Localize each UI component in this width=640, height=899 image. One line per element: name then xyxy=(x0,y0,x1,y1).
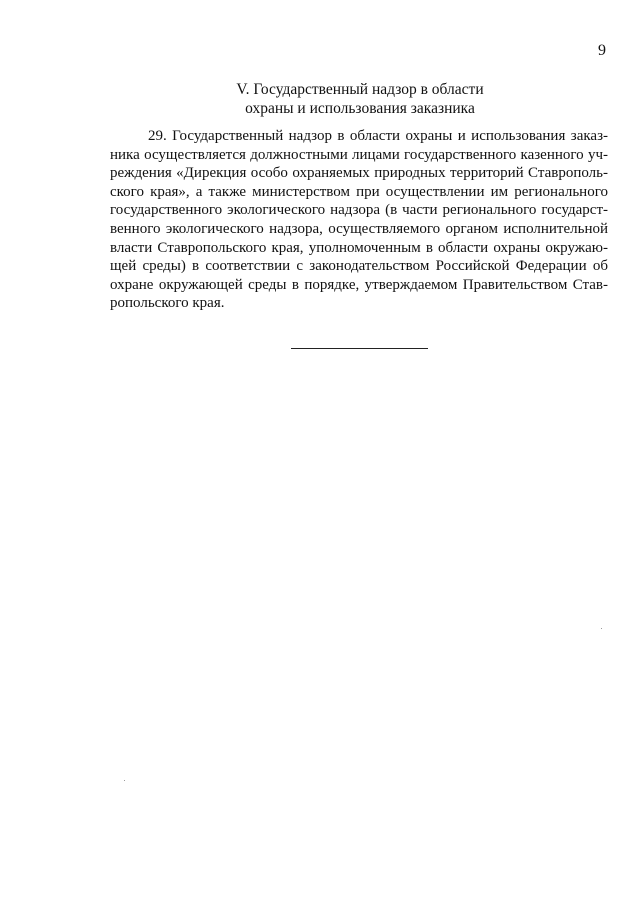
paragraph-line: 29. Государственный надзор в области охраны и использования заказ- xyxy=(148,128,608,144)
end-of-document-rule xyxy=(291,348,428,349)
section-heading-line-1: V. Государственный надзор в области xyxy=(236,81,484,98)
paragraph-line: ского края», а также министерством при осуществлении им регионального xyxy=(110,183,608,200)
scan-speck xyxy=(601,628,602,629)
paragraph-29 xyxy=(110,127,608,313)
paragraph-line: венного экологического надзора, осуществляемого органом исполнительной xyxy=(110,220,608,237)
paragraph-line: щей среды) в соответствии с законодательством Российской Федерации об xyxy=(110,258,608,275)
paragraph-line: власти Ставропольского края, уполномоченным в области охраны окружаю- xyxy=(110,239,608,256)
paragraph-line: ропольского края. xyxy=(110,295,225,312)
section-heading-line-2: охраны и использования заказника xyxy=(245,100,475,117)
paragraph-line: охране окружающей среды в порядке, утверждаемом Правительством Став- xyxy=(110,276,608,293)
paragraph-line: реждения «Дирекция особо охраняемых природных территорий Ставрополь- xyxy=(110,165,608,182)
scan-speck xyxy=(124,780,125,781)
section-heading xyxy=(0,80,640,118)
page-number: 9 xyxy=(598,42,606,59)
paragraph-line: государственного экологического надзора (в части регионального государст- xyxy=(110,202,608,219)
paragraph-line: ника осуществляется должностными лицами государственного казенного уч- xyxy=(110,146,608,163)
